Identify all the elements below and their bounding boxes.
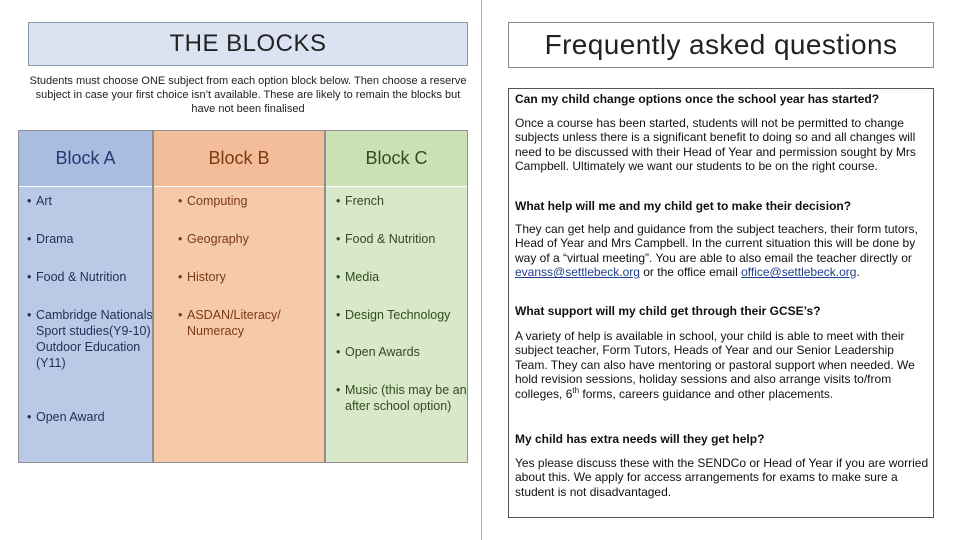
list-item: • Open Awards bbox=[336, 345, 420, 359]
list-item: • Open Award bbox=[27, 410, 105, 424]
list-item: • Food & Nutrition bbox=[336, 232, 436, 246]
block-a-heading: Block A bbox=[19, 131, 152, 187]
faq-answer: Yes please discuss these with the SENDCo or Head of Year if you are worried about this. We apply for access arrangements for exams to make sure a student is not disadvantaged. bbox=[515, 456, 929, 499]
faq-question: What help will me and my child get to make their decision? bbox=[515, 199, 852, 213]
faq-question: Can my child change options once the school year has started? bbox=[515, 92, 880, 106]
list-item: • Geography bbox=[178, 232, 249, 246]
list-item: • ASDAN/Literacy/ Numeracy bbox=[178, 308, 281, 338]
block-a-column bbox=[18, 130, 153, 463]
blocks-intro: Students must choose ONE subject from each option block below. Then choose a reserve subject in case your first choice isn’t available. These are likely to remain the blocks but have not been finalised bbox=[29, 75, 467, 115]
list-item: • Media bbox=[336, 270, 380, 284]
list-item: • History bbox=[178, 270, 226, 284]
list-item: • Drama bbox=[27, 232, 74, 246]
blocks-title: THE BLOCKS bbox=[28, 22, 468, 66]
list-item: • Computing bbox=[178, 194, 248, 208]
faq-answer: They can get help and guidance from the subject teachers, their form tutors, Head of Year and Mrs Campbell. In the current situation this will be done by way of a “virtual meeting”. You are able to also email the teacher directly or evanss@settlebeck.org or the office email office@settlebeck.org. bbox=[515, 222, 918, 280]
faq-question: What support will my child get through their GCSE’s? bbox=[515, 304, 821, 318]
email-link[interactable]: evanss@settlebeck.org bbox=[515, 265, 640, 280]
list-item: • Art bbox=[27, 194, 52, 208]
faq-question: My child has extra needs will they get help? bbox=[515, 432, 765, 446]
list-item: • Cambridge Nationals Sport studies(Y9-10) Outdoor Education (Y11) bbox=[27, 308, 153, 370]
list-item: • Music (this may be an after school option) bbox=[336, 383, 467, 413]
block-b-heading: Block B bbox=[154, 131, 324, 187]
email-link[interactable]: office@settlebeck.org bbox=[741, 265, 857, 280]
list-item: • French bbox=[336, 194, 384, 208]
faq-title: Frequently asked questions bbox=[508, 22, 934, 68]
block-c-heading: Block C bbox=[326, 131, 467, 187]
panel-divider bbox=[481, 0, 482, 540]
faq-answer: A variety of help is available in school, your child is able to meet with their subject teacher, Form Tutors, Heads of Year and our Senior Leadership Team. They can also have mentoring or pastoral support when needed. We hold revision sessions, holiday sessions and also arrange visits to/from colleges, 6th forms, careers guidance and other placements. bbox=[515, 329, 915, 401]
faq-answer: Once a course has been started, students will not be permitted to change subjects unless there is a significant benefit to doing so and all changes will need to be discussed with their Head of Year and permission sought by Mrs Campbell. Ultimately we want our students to be on the right course. bbox=[515, 116, 916, 174]
list-item: • Food & Nutrition bbox=[27, 270, 127, 284]
block-c-column bbox=[325, 130, 468, 463]
list-item: • Design Technology bbox=[336, 308, 451, 322]
block-b-column bbox=[153, 130, 325, 463]
